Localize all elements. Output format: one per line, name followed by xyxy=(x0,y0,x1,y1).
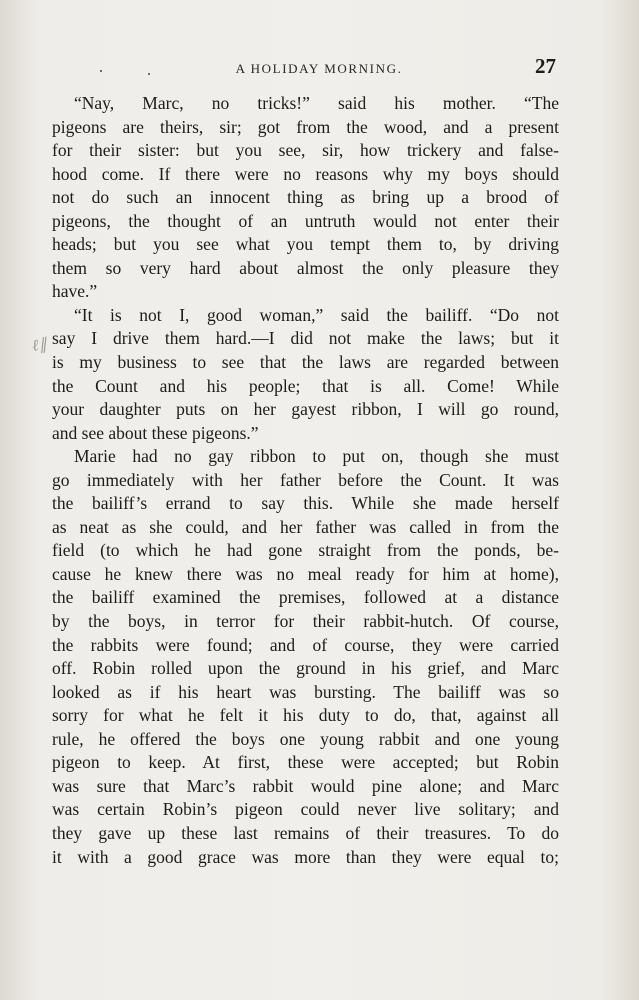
text-line: the rabbits were found; and of course, they were carried xyxy=(52,634,559,655)
paragraph xyxy=(52,304,559,445)
page-header xyxy=(78,52,560,86)
text-line: field (to which he had gone straight from the ponds, be- xyxy=(52,540,559,561)
text-line: have.” xyxy=(52,281,98,302)
text-line: cause he knew there was no meal ready for him at home), xyxy=(52,563,559,584)
text-line: not do such an innocent thing as bring up a brood of xyxy=(52,187,559,208)
text-line: sorry for what he felt it his duty to do, that, against all xyxy=(52,705,559,726)
text-line: rule, he offered the boys one young rabbit and one young xyxy=(52,728,559,749)
text-line: go immediately with her father before the Count. It was xyxy=(52,469,559,490)
text-line: was sure that Marc’s rabbit would pine alone; and Marc xyxy=(52,775,559,796)
text-line: your daughter puts on her gayest ribbon, I will go round, xyxy=(52,399,559,420)
text-line: hood come. If there were no reasons why my boys should xyxy=(52,163,559,184)
pencil-margin-mark: ℓ∥ xyxy=(30,336,48,355)
text-line: pigeons are theirs, sir; got from the wood, and a present xyxy=(52,116,559,137)
text-line: the bailiff examined the premises, followed at a distance xyxy=(52,587,559,608)
running-head: A HOLIDAY MORNING. xyxy=(235,61,403,76)
text-line: heads; but you see what you tempt them to, by driving xyxy=(52,234,559,255)
text-line: by the boys, in terror for their rabbit-hutch. Of course, xyxy=(52,611,559,632)
text-line: was certain Robin’s pigeon could never live solitary; and xyxy=(52,799,559,820)
page-number: 27 xyxy=(535,54,556,78)
text-line: is my business to see that the laws are regarded between xyxy=(52,352,559,373)
text-line: they gave up these last remains of their treasures. To do xyxy=(52,822,559,843)
text-line: “It is not I, good woman,” said the bailiff. “Do not xyxy=(74,304,559,325)
text-line: them so very hard about almost the only pleasure they xyxy=(52,257,559,278)
text-line: and see about these pigeons.” xyxy=(52,422,259,443)
text-line: for their sister: but you see, sir, how trickery and false- xyxy=(52,140,559,161)
text-line: say I drive them hard.—I did not make the laws; but it xyxy=(52,328,559,349)
paragraph xyxy=(52,445,559,869)
text-line: Marie had no gay ribbon to put on, though she must xyxy=(74,446,559,467)
text-line: it with a good grace was more than they were equal to; xyxy=(52,846,559,867)
text-line: as neat as she could, and her father was called in from the xyxy=(52,516,559,537)
body-text xyxy=(52,92,559,869)
text-line: the Count and his people; that is all. Come! While xyxy=(52,375,559,396)
text-line: pigeons, the thought of an untruth would not enter their xyxy=(52,210,559,231)
text-line: the bailiff’s errand to say this. While she made herself xyxy=(52,493,559,514)
text-line: pigeon to keep. At first, these were accepted; but Robin xyxy=(52,752,559,773)
text-line: off. Robin rolled upon the ground in his grief, and Marc xyxy=(52,658,559,679)
text-line: “Nay, Marc, no tricks!” said his mother. “The xyxy=(74,93,559,113)
text-line: looked as if his heart was bursting. The bailiff was so xyxy=(52,681,559,702)
paragraph xyxy=(52,92,559,304)
